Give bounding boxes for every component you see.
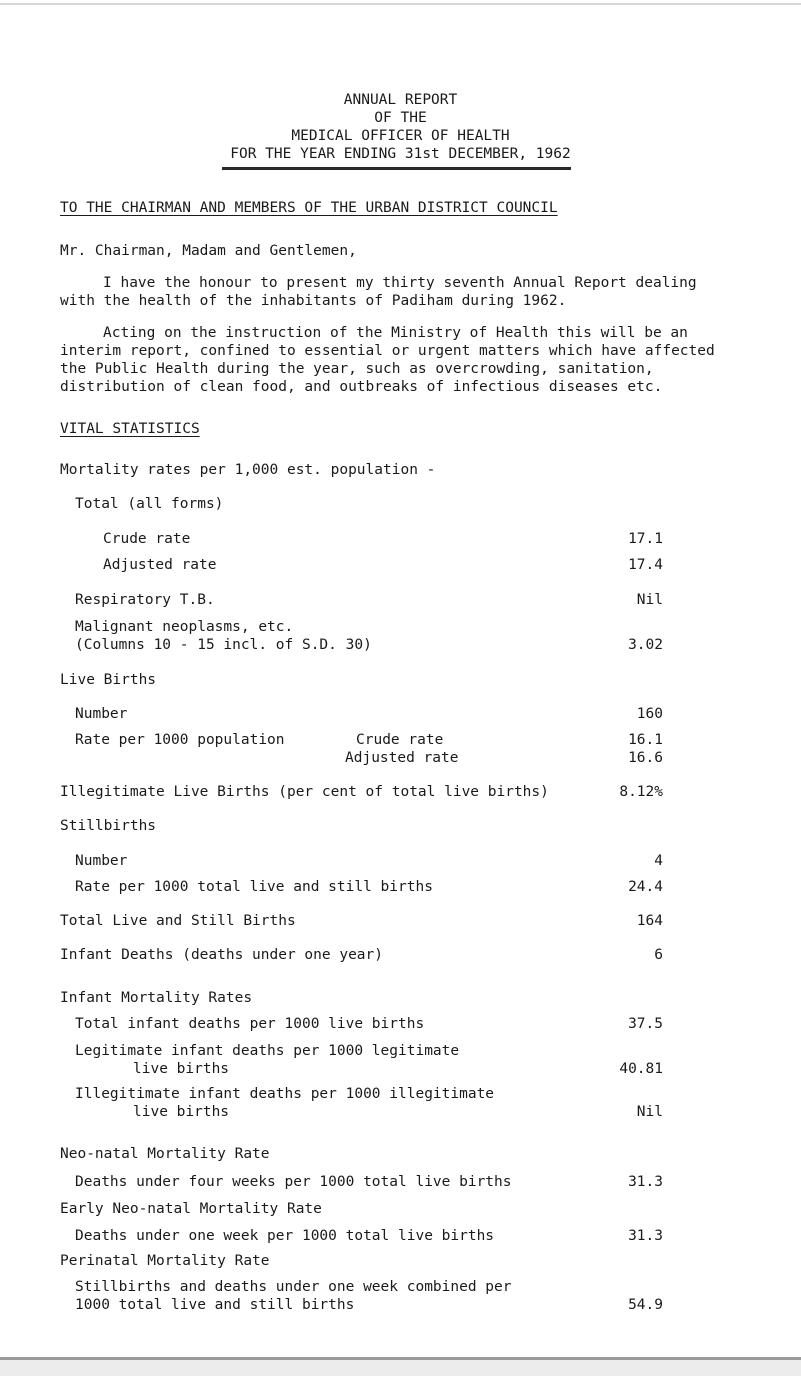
neonatal-label: Deaths under four weeks per 1000 total live births (75, 1174, 512, 1190)
live-births-rate-label: Rate per 1000 population (75, 732, 285, 748)
imr-illegit-label-2: live births (133, 1104, 230, 1120)
respiratory-tb-value: Nil (636, 592, 663, 608)
live-births-heading: Live Births (60, 672, 157, 688)
respiratory-tb-label: Respiratory T.B. (75, 592, 215, 608)
interim-line-2: interim report, confined to essential or urgent matters which have affected (60, 343, 715, 359)
imr-illegit-label-1: Illegitimate infant deaths per 1000 illegitimate (75, 1086, 495, 1102)
neonatal-value: 31.3 (628, 1174, 663, 1190)
report-subtitle-year: FOR THE YEAR ENDING 31st DECEMBER, 1962 (230, 146, 571, 162)
total-births-value: 164 (636, 913, 663, 929)
intro-line-1: I have the honour to present my thirty seventh Annual Report dealing (103, 275, 697, 291)
stillbirths-number-label: Number (75, 853, 128, 869)
live-births-adjusted-label: Adjusted rate (345, 750, 459, 766)
mortality-heading: Mortality rates per 1,000 est. population - (60, 462, 436, 478)
live-births-crude-label: Crude rate (356, 732, 444, 748)
interim-line-4: distribution of clean food, and outbreaks of infectious diseases etc. (60, 379, 663, 395)
scan-edge-top (0, 3, 801, 5)
total-births-label: Total Live and Still Births (60, 913, 296, 929)
report-subtitle-officer: MEDICAL OFFICER OF HEALTH (291, 128, 510, 144)
crude-rate-value: 17.1 (628, 531, 663, 547)
report-subtitle-of-the: OF THE (374, 110, 427, 126)
stillbirths-rate-label: Rate per 1000 total live and still births (75, 879, 433, 895)
live-births-crude-value: 16.1 (628, 732, 663, 748)
report-title: ANNUAL REPORT (343, 92, 458, 108)
infant-deaths-label: Infant Deaths (deaths under one year) (60, 947, 384, 963)
neoplasms-label-1: Malignant neoplasms, etc. (75, 619, 294, 635)
early-neonatal-label: Deaths under one week per 1000 total live births (75, 1228, 495, 1244)
header-rule (222, 167, 571, 170)
live-births-number-label: Number (75, 706, 128, 722)
stillbirths-rate-value: 24.4 (628, 879, 663, 895)
perinatal-label-2: 1000 total live and still births (75, 1297, 355, 1313)
perinatal-value: 54.9 (628, 1297, 663, 1313)
intro-line-2: with the health of the inhabitants of Padiham during 1962. (60, 293, 567, 309)
address-line: TO THE CHAIRMAN AND MEMBERS OF THE URBAN DISTRICT COUNCIL (60, 200, 558, 216)
perinatal-label-1: Stillbirths and deaths under one week combined per (75, 1279, 512, 1295)
infant-deaths-value: 6 (654, 947, 663, 963)
neoplasms-label-2: (Columns 10 - 15 incl. of S.D. 30) (75, 637, 372, 653)
adjusted-rate-value: 17.4 (628, 557, 663, 573)
imr-total-value: 37.5 (628, 1016, 663, 1032)
perinatal-heading: Perinatal Mortality Rate (60, 1253, 270, 1269)
interim-line-1: Acting on the instruction of the Ministry of Health this will be an (103, 325, 688, 341)
imr-legit-value: 40.81 (619, 1061, 663, 1077)
adjusted-rate-label: Adjusted rate (103, 557, 217, 573)
imr-legit-label-2: live births (133, 1061, 230, 1077)
live-births-number-value: 160 (636, 706, 663, 722)
infant-mortality-heading: Infant Mortality Rates (60, 990, 253, 1006)
early-neonatal-value: 31.3 (628, 1228, 663, 1244)
imr-legit-label-1: Legitimate infant deaths per 1000 legitimate (75, 1043, 460, 1059)
early-neonatal-heading: Early Neo-natal Mortality Rate (60, 1201, 322, 1217)
illegitimate-births-value: 8.12% (619, 784, 663, 800)
scan-edge-bottom (0, 1357, 801, 1376)
neoplasms-value: 3.02 (628, 637, 663, 653)
imr-illegit-value: Nil (636, 1104, 663, 1120)
vital-statistics-heading: VITAL STATISTICS (60, 421, 200, 437)
live-births-adjusted-value: 16.6 (628, 750, 663, 766)
interim-line-3: the Public Health during the year, such as overcrowding, sanitation, (60, 361, 654, 377)
illegitimate-births-label: Illegitimate Live Births (per cent of total live births) (60, 784, 549, 800)
salutation: Mr. Chairman, Madam and Gentlemen, (60, 243, 357, 259)
total-all-forms-heading: Total (all forms) (75, 496, 224, 512)
imr-total-label: Total infant deaths per 1000 live births (75, 1016, 425, 1032)
stillbirths-number-value: 4 (654, 853, 663, 869)
crude-rate-label: Crude rate (103, 531, 191, 547)
neonatal-heading: Neo-natal Mortality Rate (60, 1146, 270, 1162)
stillbirths-heading: Stillbirths (60, 818, 157, 834)
